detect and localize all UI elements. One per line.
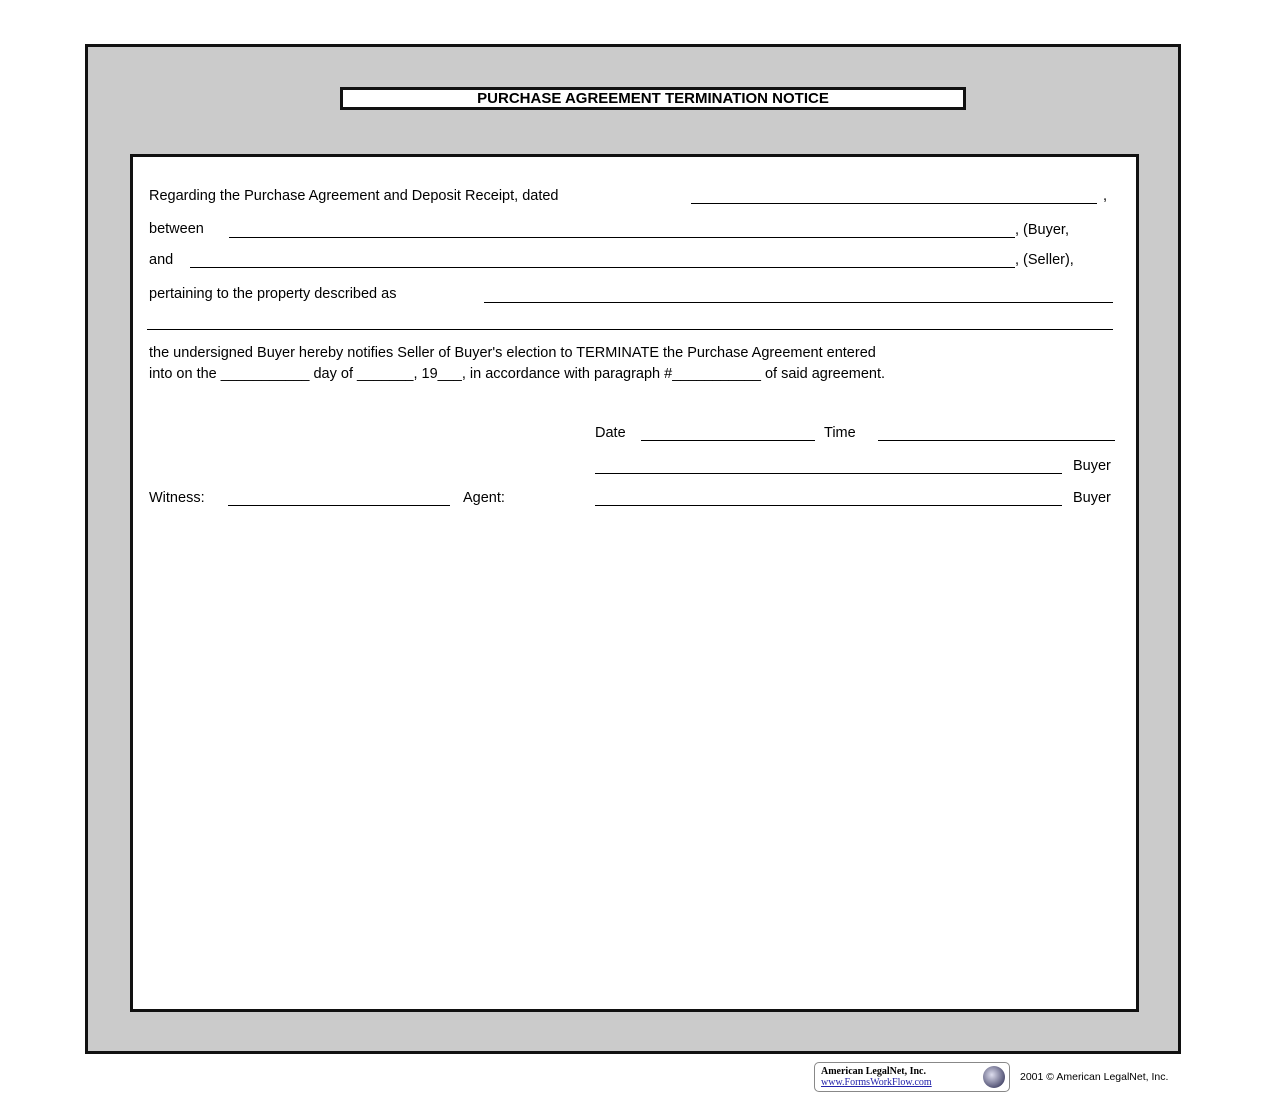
dated-field[interactable]	[691, 203, 1097, 204]
buyer-label-1: Buyer	[1073, 458, 1111, 474]
dated-label: Regarding the Purchase Agreement and Deposit Receipt, dated	[149, 188, 559, 204]
property-label: pertaining to the property described as	[149, 286, 397, 302]
time-label: Time	[824, 425, 856, 441]
date-label: Date	[595, 425, 626, 441]
date-field[interactable]	[641, 440, 815, 441]
witness-label: Witness:	[149, 490, 205, 506]
between-label: between	[149, 221, 204, 237]
seller-name-field[interactable]	[190, 267, 1015, 268]
buyer-signature-2[interactable]	[595, 505, 1062, 506]
witness-signature[interactable]	[228, 505, 450, 506]
buyer-name-field[interactable]	[229, 237, 1015, 238]
logo-name: American LegalNet, Inc.	[821, 1066, 926, 1077]
buyer-suffix: , (Buyer,	[1015, 222, 1069, 238]
form-body	[130, 154, 1139, 1012]
dated-comma: ,	[1103, 188, 1108, 204]
copyright: 2001 © American LegalNet, Inc.	[1020, 1071, 1169, 1083]
logo-link[interactable]: www.FormsWorkFlow.com	[821, 1077, 932, 1088]
globe-icon	[983, 1066, 1005, 1088]
notice-paragraph-line-2: into on the ___________ day of _______, 19___, in accordance with paragraph #___________ of said agreement.	[149, 366, 886, 382]
notice-paragraph-line-1: the undersigned Buyer hereby notifies Seller of Buyer's election to TERMINATE the Purchase Agreement entered	[149, 345, 876, 361]
document-title: PURCHASE AGREEMENT TERMINATION NOTICE	[340, 87, 966, 110]
seller-suffix: , (Seller),	[1015, 252, 1074, 268]
property-field-2[interactable]	[147, 329, 1113, 330]
buyer-label-2: Buyer	[1073, 490, 1111, 506]
property-field-1[interactable]	[484, 302, 1113, 303]
publisher-logo	[814, 1062, 1010, 1092]
and-label: and	[149, 252, 174, 268]
agent-label: Agent:	[463, 490, 505, 506]
time-field[interactable]	[878, 440, 1115, 441]
buyer-signature-1[interactable]	[595, 473, 1062, 474]
